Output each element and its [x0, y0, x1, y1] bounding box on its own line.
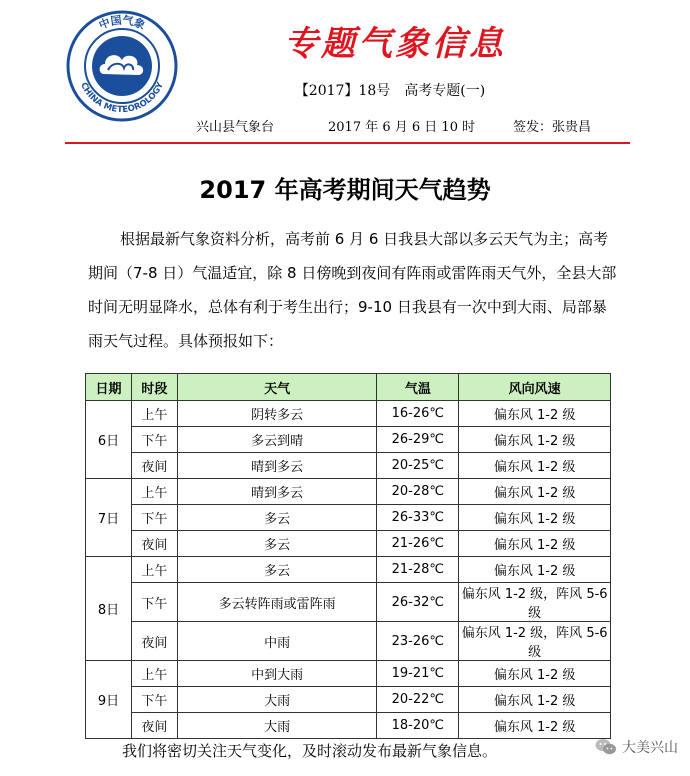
cell-temperature: 26-32℃ — [377, 583, 459, 622]
svg-text:中国气象: 中国气象 — [96, 13, 148, 33]
cell-temperature: 26-33℃ — [377, 505, 459, 531]
cell-period: 下午 — [131, 687, 177, 713]
wechat-icon — [595, 738, 617, 756]
cma-logo — [66, 10, 178, 122]
signoff: 签发：张贵昌 — [513, 120, 592, 135]
cell-wind: 偏东风 1-2 级 — [459, 713, 611, 739]
header-period: 时段 — [131, 374, 177, 401]
table-row — [86, 622, 611, 661]
cell-weather: 多云到晴 — [177, 427, 377, 453]
table-row — [86, 401, 611, 427]
cell-period: 夜间 — [131, 622, 177, 661]
cell-period: 夜间 — [131, 531, 177, 557]
cell-wind: 偏东风 1-2 级 — [459, 479, 611, 505]
cell-temperature: 21-26℃ — [377, 531, 459, 557]
table-row — [86, 557, 611, 583]
cell-wind: 偏东风 1-2 级 — [459, 427, 611, 453]
table-row — [86, 427, 611, 453]
cell-weather: 晴到多云 — [177, 453, 377, 479]
cell-temperature: 21-28℃ — [377, 557, 459, 583]
cell-temperature: 16-26℃ — [377, 401, 459, 427]
cell-weather: 阴转多云 — [177, 401, 377, 427]
cell-weather: 大雨 — [177, 687, 377, 713]
masthead-title: 专题气象信息 — [284, 24, 506, 64]
table-header-row — [86, 374, 611, 401]
intro-paragraph — [88, 222, 618, 358]
watermark — [595, 737, 678, 757]
cell-wind: 偏东风 1-2 级 — [459, 661, 611, 687]
cell-temperature: 20-28℃ — [377, 479, 459, 505]
watermark-text: 大美兴山 — [622, 740, 678, 756]
cell-period: 下午 — [131, 505, 177, 531]
cell-period: 下午 — [131, 583, 177, 622]
issuer: 兴山县气象台 — [196, 120, 275, 135]
cell-weather: 中到大雨 — [177, 661, 377, 687]
forecast-table — [85, 373, 611, 739]
cell-wind: 偏东风 1-2 级 — [459, 453, 611, 479]
cell-weather: 中雨 — [177, 622, 377, 661]
cell-wind: 偏东风 1-2 级 — [459, 531, 611, 557]
header-weather: 天气 — [177, 374, 377, 401]
cell-wind: 偏东风 1-2 级 — [459, 505, 611, 531]
table-row — [86, 453, 611, 479]
cell-wind: 偏东风 1-2 级 — [459, 557, 611, 583]
table-row — [86, 479, 611, 505]
table-row — [86, 687, 611, 713]
cell-date: 9日 — [86, 661, 132, 739]
cell-temperature: 18-20℃ — [377, 713, 459, 739]
cell-weather: 多云转阵雨或雷阵雨 — [177, 583, 377, 622]
cell-period: 夜间 — [131, 713, 177, 739]
table-row — [86, 505, 611, 531]
cell-period: 上午 — [131, 479, 177, 505]
cell-wind: 偏东风 1-2 级 — [459, 687, 611, 713]
cell-period: 上午 — [131, 557, 177, 583]
cell-weather: 多云 — [177, 505, 377, 531]
intro-text: 根据最新气象资料分析，高考前 6 月 6 日我县大部以多云天气为主；高考期间（7-8 日）气温适宜，除 8 日傍晚到夜间有阵雨或雷阵雨天气外，全县大部时间无明显降水，总体有利于考生出行；9-10 日我县有一次中到大雨、局部暴雨天气过程。具体预报如下： — [88, 230, 617, 350]
cell-wind: 偏东风 1-2 级，阵风 5-6 级 — [459, 583, 611, 622]
table-row — [86, 531, 611, 557]
table-row — [86, 713, 611, 739]
document-title: 2017 年高考期间天气趋势 — [199, 176, 491, 204]
header-temperature: 气温 — [377, 374, 459, 401]
issue-number: 【2017】18号 — [294, 83, 391, 99]
issue-date: 2017 年 6 月 6 日 10 时 — [328, 120, 476, 135]
cell-weather: 多云 — [177, 557, 377, 583]
issue-line — [260, 80, 520, 100]
cell-date: 7日 — [86, 479, 132, 557]
table-row — [86, 583, 611, 622]
cell-period: 夜间 — [131, 453, 177, 479]
header-wind: 风向风速 — [459, 374, 611, 401]
header-date: 日期 — [86, 374, 132, 401]
cell-temperature: 23-26℃ — [377, 622, 459, 661]
cell-weather: 多云 — [177, 531, 377, 557]
cell-date: 6日 — [86, 401, 132, 479]
cell-weather: 晴到多云 — [177, 479, 377, 505]
cell-wind: 偏东风 1-2 级 — [459, 401, 611, 427]
cell-temperature: 20-22℃ — [377, 687, 459, 713]
cell-period: 上午 — [131, 401, 177, 427]
svg-text:CHINA METEOROLOGY: CHINA METEOROLOGY — [78, 80, 166, 116]
cell-temperature: 19-21℃ — [377, 661, 459, 687]
cell-wind: 偏东风 1-2 级，阵风 5-6 级 — [459, 622, 611, 661]
header-divider — [65, 142, 630, 144]
cell-date: 8日 — [86, 557, 132, 661]
cell-temperature: 20-25℃ — [377, 453, 459, 479]
issue-topic: 高考专题(一) — [404, 83, 486, 99]
table-row — [86, 661, 611, 687]
cell-period: 下午 — [131, 427, 177, 453]
closing-note: 我们将密切关注天气变化，及时滚动发布最新气象信息。 — [122, 742, 498, 760]
cell-period: 上午 — [131, 661, 177, 687]
cell-temperature: 26-29℃ — [377, 427, 459, 453]
cell-weather: 大雨 — [177, 713, 377, 739]
